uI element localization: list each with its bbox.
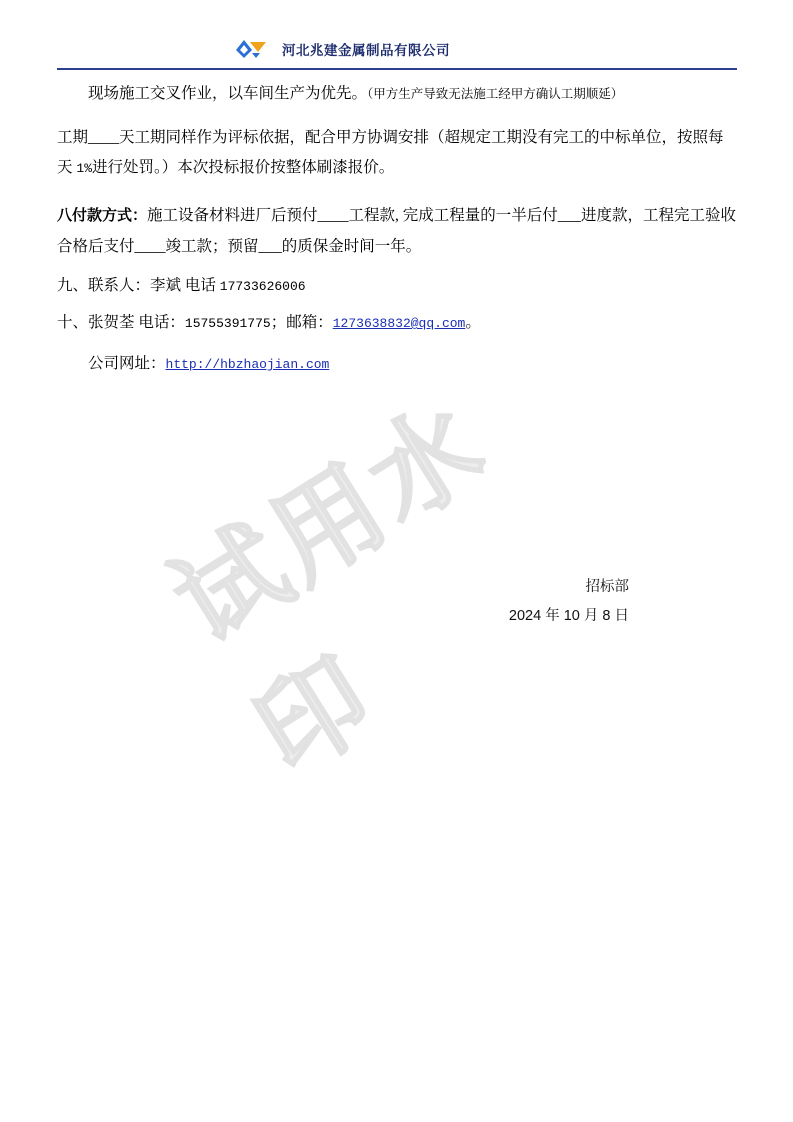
document-header: [57, 30, 737, 70]
payment-terms-title: 八付款方式：: [57, 207, 148, 224]
contact-two-label: 十、张贺荃 电话：: [57, 314, 185, 332]
contact-one-label: 九、联系人：李斌 电话: [57, 277, 220, 294]
contact-two-email-label: ；邮箱：: [270, 314, 333, 332]
company-website-link[interactable]: http://hbzhaojian.com: [165, 357, 330, 373]
paragraph-site-work-main: 现场施工交叉作业，以车间生产为优先。: [88, 85, 368, 102]
paragraph-contact-one: [57, 272, 737, 299]
paragraph-duration-penalty-rate: 1%: [76, 160, 92, 176]
contact-two-email-link[interactable]: 1273638832@qq.com: [332, 316, 466, 332]
paragraph-website: [57, 350, 737, 377]
paragraph-duration: [57, 123, 737, 182]
paragraph-contact-two: [57, 309, 737, 336]
watermark: [142, 322, 657, 799]
signature-block: [57, 573, 737, 631]
watermark-text: 试用水印: [153, 380, 508, 796]
paragraph-payment-terms: [57, 200, 737, 262]
company-logo-icon: [234, 37, 268, 61]
contact-one-phone: 17733626006: [219, 279, 306, 294]
company-name: 河北兆建金属制品有限公司: [282, 43, 450, 58]
paragraph-site-work: [57, 80, 737, 107]
paragraph-site-work-note: （甲方生产导致无法施工经甲方确认工期顺延）: [367, 87, 624, 101]
contact-two-tail: 。: [465, 314, 481, 332]
payment-terms-text: 施工设备材料进厂后预付____工程款, 完成工程量的一半后付___进度款，工程完工验收合格后支付____竣工款；预留___的质保金时间一年。: [57, 207, 737, 255]
signature-department: 招标部: [585, 579, 629, 595]
paragraph-duration-part2-post: 进行处罚。）本次投标报价按整体刷漆报价。: [92, 158, 395, 176]
signature-date: 2024 年 10 月 8 日: [508, 608, 629, 624]
website-label: 公司网址：: [88, 355, 166, 373]
paragraph-duration-part1: 工期____天工期同样作为评标依据，配合甲方协调安排（超规定工期没有完工的中标单位，按照: [57, 129, 709, 147]
paragraph-duration-part2-pre: 每天: [57, 129, 724, 176]
contact-two-phone: 15755391775: [184, 316, 271, 332]
header-inner: [234, 37, 450, 61]
